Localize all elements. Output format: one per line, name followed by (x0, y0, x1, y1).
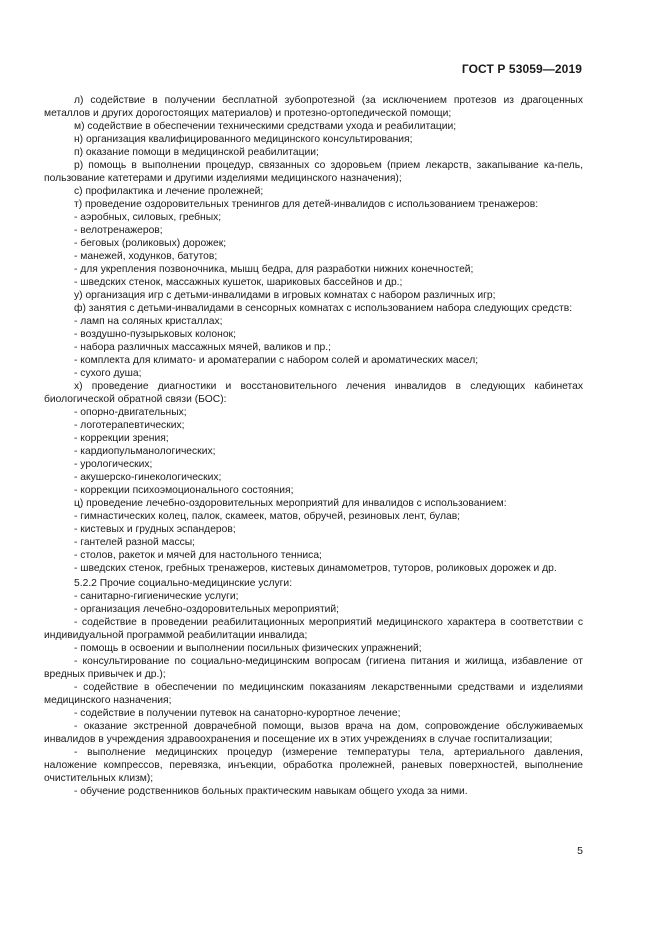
list-item: - коррекции психоэмоционального состояния; (74, 485, 294, 496)
subsection-heading: 5.2.2 Прочие социально-медицинские услуги: (74, 578, 293, 589)
list-item: ц) проведение лечебно-оздоровительных мероприятий для инвалидов с использованием: (74, 498, 507, 509)
list-item: - беговых (роликовых) дорожек; (74, 238, 227, 249)
list-item: - коррекции зрения; (74, 433, 169, 444)
list-item: х) проведение диагностики и восстановительного лечения инвалидов в следующих кабинетах биологической обратной связи (БОС): (44, 381, 583, 405)
list-item: - шведских стенок, гребных тренажеров, кистевых динамометров, туторов, роликовых дорожек и др. (74, 563, 557, 574)
list-item: - выполнение медицинских процедур (измерение температуры тела, артериального давления, наложение компрессов, перевязка, инъекции, обработка пролежней, раневых поверхностей, выполнение очистительных клизм); (44, 747, 583, 784)
list-item: л) содействие в получении бесплатной зубопротезной (за исключением протезов из драгоценных металлов и других дорогостоящих материалов) и протезно-ортопедической помощи; (44, 95, 583, 119)
list-item: - логотерапевтических; (74, 420, 185, 431)
list-item: - урологических; (74, 459, 153, 470)
list-item: - гантелей разной массы; (74, 537, 196, 548)
list-item: - консультирование по социально-медицинским вопросам (гигиена питания и жилища, избавление от вредных привычек и др.); (44, 656, 583, 680)
list-item: - комплекта для климато- и ароматерапии с набором солей и ароматических масел; (74, 355, 479, 366)
list-item: т) проведение оздоровительных тренингов для детей-инвалидов с использованием тренажеров: (74, 199, 539, 210)
list-item: - помощь в освоении и выполнении посильных физических упражнений; (74, 643, 422, 654)
list-item: - организация лечебно-оздоровительных мероприятий; (74, 604, 340, 615)
list-item: - опорно-двигательных; (74, 407, 187, 418)
list-item: - сухого душа; (74, 368, 142, 379)
list-item: р) помощь в выполнении процедур, связанных со здоровьем (прием лекарств, закапывание ка-пель, пользование катетерами и другими изделиями медицинского назначения); (44, 160, 583, 184)
list-item: - акушерско-гинекологических; (74, 472, 222, 483)
list-item: - набора различных массажных мячей, валиков и пр.; (74, 342, 331, 353)
list-item: - санитарно-гигиенические услуги; (74, 591, 239, 602)
document-body (44, 94, 583, 798)
list-item: с) профилактика и лечение пролежней; (74, 186, 264, 197)
list-item: - кистевых и грудных эспандеров; (74, 524, 236, 535)
list-item: - для укрепления позвоночника, мышц бедра, для разработки нижних конечностей; (74, 264, 474, 275)
list-item: у) организация игр с детьми-инвалидами в игровых комнатах с набором различных игр; (74, 290, 496, 301)
list-item: - аэробных, силовых, гребных; (74, 212, 222, 223)
list-item: - гимнастических колец, палок, скамеек, матов, обручей, резиновых лент, булав; (74, 511, 461, 522)
list-item: - кардиопульманологических; (74, 446, 216, 457)
list-item: - манежей, ходунков, батутов; (74, 251, 218, 262)
list-item: м) содействие в обеспечении техническими средствами ухода и реабилитации; (74, 121, 457, 132)
list-item: - ламп на соляных кристаллах; (74, 316, 223, 327)
list-item: - велотренажеров; (74, 225, 163, 236)
list-item: - содействие в обеспечении по медицинским показаниям лекарственными средствами и изделиями медицинского назначения; (44, 682, 583, 706)
list-item: - оказание экстренной доврачебной помощи, вызов врача на дом, сопровождение обслуживаемых инвалидов в учреждения здравоохранения и посещение их в этих учреждениях в случае госпитализации; (44, 721, 583, 745)
list-item: ф) занятия с детьми-инвалидами в сенсорных комнатах с использованием набора следующих средств: (74, 303, 573, 314)
list-item: - содействие в проведении реабилитационных мероприятий медицинского характера в соответствии с индивидуальной программой реабилитации инвалида; (44, 617, 583, 641)
page-number: 5 (577, 845, 583, 857)
list-item: - шведских стенок, массажных кушеток, шариковых бассейнов и др.; (74, 277, 403, 288)
list-item: - воздушно-пузырьковых колонок; (74, 329, 236, 340)
list-item: н) организация квалифицированного медицинского консультирования; (74, 134, 413, 145)
list-item: п) оказание помощи в медицинской реабилитации; (74, 147, 319, 158)
list-item: - столов, ракеток и мячей для настольного тенниса; (74, 550, 322, 561)
list-item: - обучение родственников больных практическим навыкам общего ухода за ними. (74, 786, 468, 797)
document-header: ГОСТ Р 53059—2019 (461, 62, 582, 76)
list-item: - содействие в получении путевок на санаторно-курортное лечение; (74, 708, 401, 719)
